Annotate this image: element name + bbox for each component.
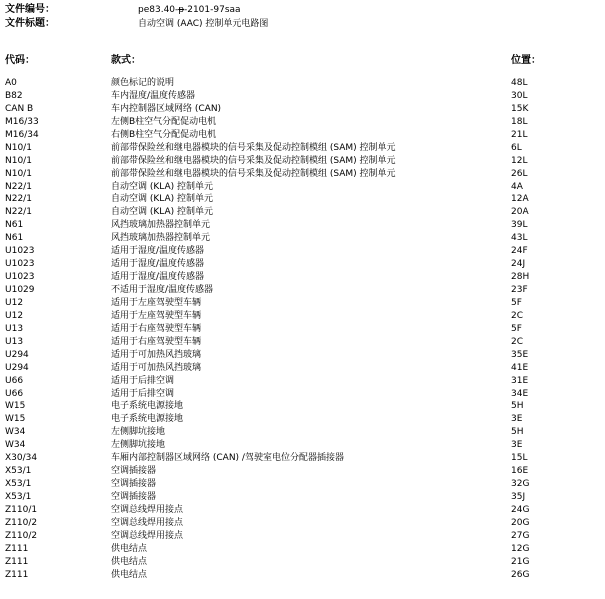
row-code: Z111 bbox=[5, 543, 29, 554]
table-row bbox=[5, 90, 595, 103]
row-position: 18L bbox=[511, 116, 528, 127]
row-code: U12 bbox=[5, 297, 24, 308]
row-position: 5H bbox=[511, 427, 524, 438]
row-description: 风挡玻璃加热器控制单元 bbox=[111, 233, 211, 244]
column-header-description: 款式： bbox=[111, 55, 141, 66]
row-position: 31E bbox=[511, 375, 529, 386]
table-row bbox=[5, 103, 595, 116]
row-code: U13 bbox=[5, 336, 24, 347]
row-code: W34 bbox=[5, 427, 26, 438]
table-row bbox=[5, 310, 595, 323]
row-position: 20G bbox=[511, 517, 530, 528]
table-row bbox=[5, 452, 595, 465]
row-position: 15K bbox=[511, 103, 529, 114]
table-row bbox=[5, 284, 595, 297]
row-position: 12G bbox=[511, 543, 530, 554]
row-position: 24G bbox=[511, 504, 530, 515]
table-row bbox=[5, 426, 595, 439]
row-description: 颜色标记的说明 bbox=[111, 78, 175, 88]
table-row bbox=[5, 245, 595, 258]
table-row bbox=[5, 556, 595, 569]
row-code: N22/1 bbox=[5, 207, 32, 218]
row-code: U66 bbox=[5, 375, 24, 386]
row-position: 48L bbox=[511, 78, 528, 88]
row-description: 左侧B柱空气分配促动电机 bbox=[111, 116, 217, 127]
row-description: 自动空调 (KLA) 控制单元 bbox=[111, 207, 214, 218]
row-position: 2C bbox=[511, 310, 524, 321]
row-description: 适用于右座驾驶型车辆 bbox=[111, 336, 202, 347]
doc-number-struck-part: p bbox=[178, 5, 184, 15]
row-description: 自动空调 (KLA) 控制单元 bbox=[111, 181, 214, 192]
row-description: 左侧脚坑接地 bbox=[111, 427, 166, 438]
row-description: 空调总线焊用接点 bbox=[111, 530, 184, 541]
table-row bbox=[5, 168, 595, 181]
row-position: 24J bbox=[511, 259, 526, 270]
row-code: M16/34 bbox=[5, 129, 39, 140]
doc-number-label: 文件编号： bbox=[5, 4, 55, 15]
row-description: 前部带保险丝和继电器模块的信号采集及促动控制模组 (SAM) 控制单元 bbox=[111, 168, 396, 179]
table-row bbox=[5, 349, 595, 362]
row-code: N10/1 bbox=[5, 155, 32, 166]
row-code: X53/1 bbox=[5, 492, 32, 502]
table-row bbox=[5, 271, 595, 284]
doc-number-part-a: pe83.40- bbox=[138, 5, 179, 15]
doc-title-label: 文件标题： bbox=[5, 18, 55, 29]
table-row bbox=[5, 181, 595, 194]
table-row bbox=[5, 297, 595, 310]
row-position: 23F bbox=[511, 285, 528, 295]
table-row bbox=[5, 530, 595, 543]
row-description: 电子系统电源接地 bbox=[111, 414, 184, 425]
row-description: 适用于可加热风挡玻璃 bbox=[111, 349, 202, 360]
row-position: 15L bbox=[511, 453, 528, 464]
row-code: A0 bbox=[5, 78, 17, 88]
table-row bbox=[5, 336, 595, 349]
row-description: 右侧B柱空气分配促动电机 bbox=[111, 129, 217, 140]
row-position: 3E bbox=[511, 414, 523, 425]
row-position: 16E bbox=[511, 466, 529, 477]
table-row bbox=[5, 439, 595, 452]
row-description: 供电结点 bbox=[111, 556, 148, 567]
row-description: 适用于湿度/温度传感器 bbox=[111, 259, 205, 270]
row-code: U13 bbox=[5, 323, 24, 334]
table-row bbox=[5, 155, 595, 168]
document-header bbox=[5, 3, 595, 31]
row-position: 35E bbox=[511, 349, 529, 360]
row-code: N61 bbox=[5, 233, 24, 244]
row-description: 风挡玻璃加热器控制单元 bbox=[111, 220, 211, 231]
row-code: N61 bbox=[5, 220, 24, 231]
row-code: U66 bbox=[5, 388, 24, 399]
doc-number-part-b: -2101-97saa bbox=[183, 5, 241, 15]
doc-number-value bbox=[138, 3, 241, 17]
row-code: Z110/2 bbox=[5, 530, 38, 541]
row-description: 车厢内部控制器区域网络 (CAN) /驾驶室电位分配器插接器 bbox=[111, 453, 344, 464]
row-position: 35J bbox=[511, 492, 526, 502]
doc-number-row bbox=[5, 3, 595, 17]
row-description: 适用于后排空调 bbox=[111, 375, 175, 386]
table-row bbox=[5, 193, 595, 206]
row-position: 5H bbox=[511, 401, 524, 412]
row-description: 适用于湿度/温度传感器 bbox=[111, 246, 205, 257]
row-code: N10/1 bbox=[5, 168, 32, 179]
row-description: 适用于右座驾驶型车辆 bbox=[111, 323, 202, 334]
row-position: 26L bbox=[511, 168, 528, 179]
row-description: 不适用于湿度/温度传感器 bbox=[111, 285, 214, 295]
table-row bbox=[5, 517, 595, 530]
row-code: X53/1 bbox=[5, 479, 32, 490]
table-row bbox=[5, 323, 595, 336]
doc-title-row bbox=[5, 17, 595, 31]
table-row bbox=[5, 142, 595, 155]
row-position: 43L bbox=[511, 233, 528, 244]
row-code: M16/33 bbox=[5, 116, 39, 127]
row-position: 26G bbox=[511, 569, 530, 580]
row-code: N10/1 bbox=[5, 142, 32, 153]
row-position: 5F bbox=[511, 297, 522, 308]
row-position: 2C bbox=[511, 336, 524, 347]
row-code: W15 bbox=[5, 401, 26, 412]
row-description: 空调插接器 bbox=[111, 492, 157, 502]
row-description: 自动空调 (KLA) 控制单元 bbox=[111, 194, 214, 205]
row-code: W34 bbox=[5, 440, 26, 451]
row-code: N22/1 bbox=[5, 194, 32, 205]
row-code: U1029 bbox=[5, 285, 35, 295]
table-row bbox=[5, 465, 595, 478]
table-row bbox=[5, 258, 595, 271]
row-description: 车内控制器区域网络 (CAN) bbox=[111, 103, 222, 114]
row-code: X53/1 bbox=[5, 466, 32, 477]
row-description: 适用于左座驾驶型车辆 bbox=[111, 310, 202, 321]
row-description: 前部带保险丝和继电器模块的信号采集及促动控制模组 (SAM) 控制单元 bbox=[111, 155, 396, 166]
row-code: U294 bbox=[5, 362, 29, 373]
row-description: 适用于左座驾驶型车辆 bbox=[111, 297, 202, 308]
row-code: N22/1 bbox=[5, 181, 32, 192]
row-position: 28H bbox=[511, 272, 530, 283]
table-row bbox=[5, 77, 595, 90]
table-row bbox=[5, 413, 595, 426]
row-code: U12 bbox=[5, 310, 24, 321]
row-code: Z111 bbox=[5, 556, 29, 567]
column-header-code: 代码： bbox=[5, 55, 35, 66]
table-row bbox=[5, 543, 595, 556]
row-position: 34E bbox=[511, 388, 529, 399]
table-row bbox=[5, 491, 595, 504]
row-code: B82 bbox=[5, 90, 23, 101]
row-position: 27G bbox=[511, 530, 530, 541]
row-description: 供电结点 bbox=[111, 569, 148, 580]
table-row bbox=[5, 116, 595, 129]
row-description: 适用于可加热风挡玻璃 bbox=[111, 362, 202, 373]
row-code: U1023 bbox=[5, 246, 35, 257]
row-description: 电子系统电源接地 bbox=[111, 401, 184, 412]
table-row bbox=[5, 219, 595, 232]
row-position: 6L bbox=[511, 142, 522, 153]
column-header-position: 位置： bbox=[511, 55, 541, 66]
row-position: 39L bbox=[511, 220, 528, 231]
row-description: 空调插接器 bbox=[111, 479, 157, 490]
table-body bbox=[5, 77, 595, 582]
row-code: U1023 bbox=[5, 272, 35, 283]
row-code: Z110/1 bbox=[5, 504, 38, 515]
table-row bbox=[5, 232, 595, 245]
table-row bbox=[5, 504, 595, 517]
row-position: 32G bbox=[511, 479, 530, 490]
row-code: CAN B bbox=[5, 103, 34, 114]
row-position: 20A bbox=[511, 207, 529, 218]
row-description: 左侧脚坑接地 bbox=[111, 440, 166, 451]
row-position: 41E bbox=[511, 362, 529, 373]
row-position: 24F bbox=[511, 246, 528, 257]
row-code: X30/34 bbox=[5, 453, 38, 464]
doc-title-value: 自动空调 (AAC) 控制单元电路图 bbox=[138, 19, 269, 29]
row-description: 空调插接器 bbox=[111, 466, 157, 477]
table-row bbox=[5, 388, 595, 401]
row-position: 3E bbox=[511, 440, 523, 451]
row-description: 供电结点 bbox=[111, 543, 148, 554]
row-position: 21L bbox=[511, 129, 528, 140]
row-position: 30L bbox=[511, 90, 528, 101]
row-position: 21G bbox=[511, 556, 530, 567]
row-code: Z111 bbox=[5, 569, 29, 580]
row-position: 4A bbox=[511, 181, 523, 192]
table-header bbox=[5, 53, 595, 69]
row-code: U1023 bbox=[5, 259, 35, 270]
row-description: 空调总线焊用接点 bbox=[111, 517, 184, 528]
table-row bbox=[5, 569, 595, 582]
table-row bbox=[5, 206, 595, 219]
row-position: 12A bbox=[511, 194, 529, 205]
row-code: Z110/2 bbox=[5, 517, 38, 528]
row-description: 适用于湿度/温度传感器 bbox=[111, 272, 205, 283]
row-description: 适用于后排空调 bbox=[111, 388, 175, 399]
row-description: 车内湿度/温度传感器 bbox=[111, 90, 196, 101]
table-row bbox=[5, 129, 595, 142]
row-code: U294 bbox=[5, 349, 29, 360]
table-row bbox=[5, 400, 595, 413]
table-row bbox=[5, 362, 595, 375]
row-position: 12L bbox=[511, 155, 528, 166]
row-code: W15 bbox=[5, 414, 26, 425]
row-position: 5F bbox=[511, 323, 522, 334]
row-description: 前部带保险丝和继电器模块的信号采集及促动控制模组 (SAM) 控制单元 bbox=[111, 142, 396, 153]
row-description: 空调总线焊用接点 bbox=[111, 504, 184, 515]
table-row bbox=[5, 478, 595, 491]
table-row bbox=[5, 375, 595, 388]
